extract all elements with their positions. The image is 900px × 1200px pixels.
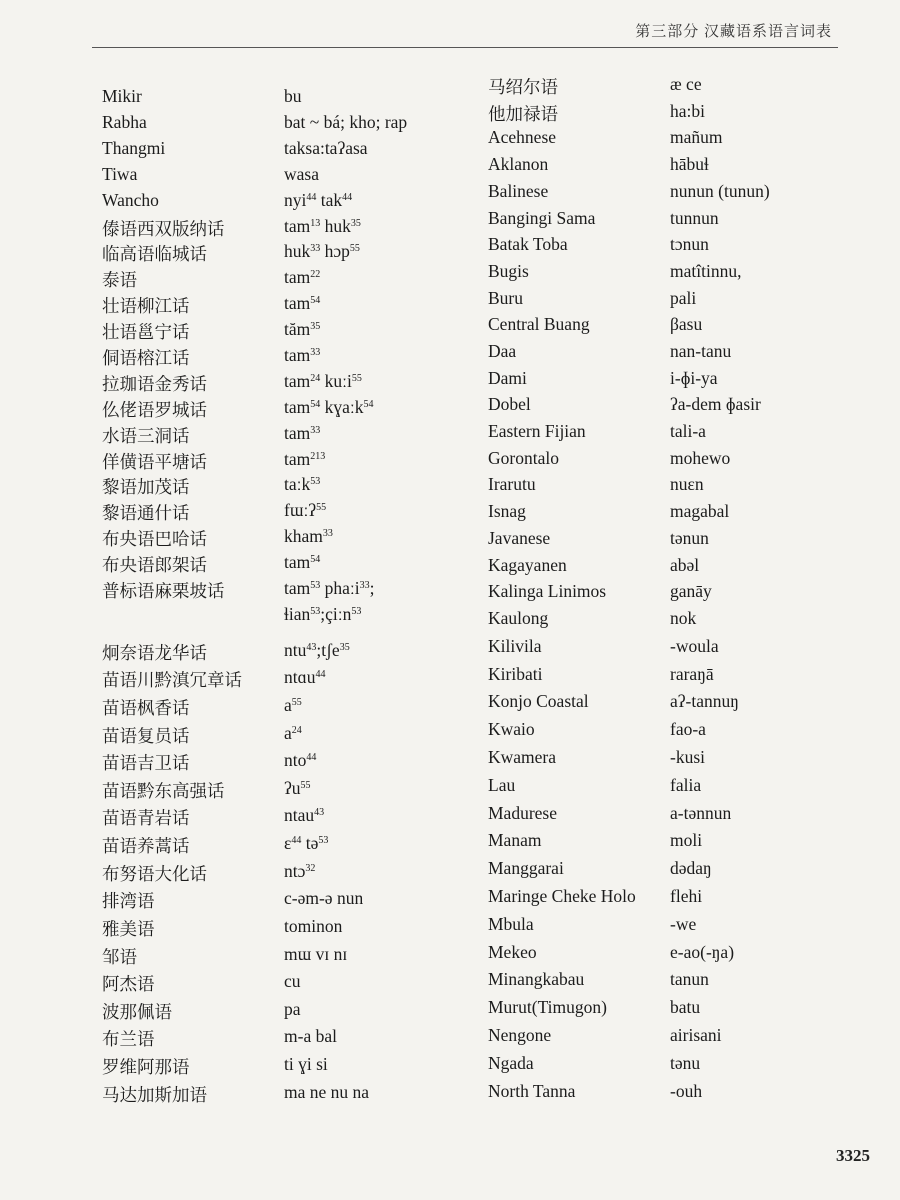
language-name: Wancho — [102, 190, 159, 210]
word-form: $a^{24}$ — [284, 723, 302, 743]
language-name: Buru — [488, 288, 523, 308]
word-form: a-tənnun — [670, 803, 732, 823]
language-name: Minangkabau — [488, 969, 585, 989]
language-name: Dami — [488, 368, 527, 388]
word-form: aʔ-tannuŋ — [670, 691, 739, 711]
word-form: nto$^{44}$ — [284, 750, 317, 770]
language-name: 临高语临城话 — [102, 244, 207, 264]
word-form: nyi$^{44}$ tak$^{44}$ — [284, 190, 353, 210]
word-form: ʔu$^{55}$ — [284, 778, 311, 798]
word-form: taːk$^{53}$ — [284, 474, 321, 494]
language-name: Ngada — [488, 1053, 534, 1073]
language-name: Kiribati — [488, 664, 543, 684]
language-name: Daa — [488, 341, 517, 361]
language-name: 苗语吉卫话 — [102, 753, 190, 773]
word-form: nunun (tunun) — [670, 181, 770, 201]
language-name: Mikir — [102, 86, 142, 106]
word-form: tăm$^{35}$ — [284, 319, 321, 339]
word-form: ʔa-dem ɸasir — [670, 394, 761, 414]
language-name: 布央语郎架话 — [102, 555, 207, 575]
word-form: dədaŋ — [670, 858, 712, 878]
language-name: 拉珈语金秀话 — [102, 374, 207, 394]
word-form: pali — [670, 288, 697, 308]
language-name: Dobel — [488, 394, 531, 414]
language-name: Konjo Coastal — [488, 691, 589, 711]
language-name: Thangmi — [102, 138, 166, 158]
word-form: tam$^{24}$ kuːi$^{55}$ — [284, 371, 362, 391]
word-form: tam$^{54}$ — [284, 552, 321, 572]
word-form: -woula — [670, 636, 719, 656]
word-form: fao-a — [670, 719, 706, 739]
language-name: 泰语 — [102, 270, 137, 290]
word-form: wasa — [284, 164, 319, 184]
word-form: batu — [670, 997, 701, 1017]
word-form: ntɑu$^{44}$ — [284, 667, 326, 687]
word-form: -we — [670, 914, 697, 934]
word-form: airisani — [670, 1025, 722, 1045]
word-form: nuɛn — [670, 474, 704, 494]
word-form: moli — [670, 830, 703, 850]
word-form: $a^{55}$ — [284, 695, 302, 715]
word-form: hābuɬ — [670, 154, 709, 174]
language-name: 苗语养蒿话 — [102, 836, 190, 856]
language-name: 邹语 — [102, 947, 137, 967]
word-form: tənun — [670, 528, 709, 548]
word-form: tanun — [670, 969, 709, 989]
word-form: ntɔ$^{32}$ — [284, 861, 316, 881]
language-name: 罗维阿那语 — [102, 1057, 190, 1077]
language-name: Kwamera — [488, 747, 557, 767]
word-form: taksa:taʔasa — [284, 138, 368, 158]
language-name: Madurese — [488, 803, 558, 823]
word-form: nok — [670, 608, 697, 628]
language-name: North Tanna — [488, 1081, 576, 1101]
language-name: 壮语邕宁话 — [102, 322, 190, 342]
word-form: raraŋā — [670, 664, 714, 684]
word-form: pa — [284, 999, 301, 1019]
language-name: 苗语枫香话 — [102, 698, 190, 718]
word-form: nan-tanu — [670, 341, 732, 361]
language-name: 壮语柳江话 — [102, 296, 190, 316]
language-name: 侗语榕江话 — [102, 348, 190, 368]
word-form: tam$^{33}$ — [284, 423, 321, 443]
language-name: Kwaio — [488, 719, 535, 739]
language-name: Kagayanen — [488, 555, 567, 575]
word-form: matîtinnu, — [670, 261, 742, 281]
language-name: Manggarai — [488, 858, 564, 878]
language-name: Eastern Fijian — [488, 421, 586, 441]
language-name: Balinese — [488, 181, 549, 201]
language-name: 他加禄语 — [488, 104, 558, 124]
language-name: Kalinga Linimos — [488, 581, 607, 601]
language-name: Rabha — [102, 112, 147, 132]
language-name: Acehnese — [488, 127, 557, 147]
word-form: mañum — [670, 127, 723, 147]
running-head: 第三部分 汉藏语系语言词表 — [635, 24, 832, 40]
language-name: Manam — [488, 830, 542, 850]
language-name: 布央语巴哈话 — [102, 529, 207, 549]
word-form: ntau$^{43}$ — [284, 805, 325, 825]
word-form: tɔnun — [670, 234, 709, 254]
language-name: 普标语麻栗坡话 — [102, 581, 225, 601]
word-form: ma ne nu na — [284, 1082, 370, 1102]
word-form: tam$^{13}$ huk$^{35}$ — [284, 216, 361, 236]
word-form: mɯ vɪ nɪ — [284, 944, 348, 964]
language-name: 黎语通什话 — [102, 503, 190, 523]
language-name: Mbula — [488, 914, 534, 934]
word-form: βasu — [670, 314, 703, 334]
word-form: tam$^{54}$ kɣaːk$^{54}$ — [284, 397, 374, 417]
language-name: 仫佬语罗城话 — [102, 400, 207, 420]
word-form: ti ɣi si — [284, 1054, 328, 1074]
language-name: 炯奈语龙华话 — [102, 643, 207, 663]
word-form: tam$^{213}$ — [284, 449, 326, 469]
word-form: c-əm-ə nun — [284, 888, 364, 908]
language-name: 马达加斯加语 — [102, 1085, 207, 1105]
language-name: Bangingi Sama — [488, 208, 596, 228]
word-form: huk$^{33}$ hɔp$^{55}$ — [284, 241, 360, 261]
word-form: ɛ$^{44}$ tə$^{53}$ — [284, 833, 329, 853]
language-name: 苗语青岩话 — [102, 808, 190, 828]
language-name: Lau — [488, 775, 516, 795]
word-form: tənu — [670, 1053, 701, 1073]
language-name: Mekeo — [488, 942, 537, 962]
word-form: e-ao(-ŋa) — [670, 942, 735, 962]
language-name: 苗语黔东高强话 — [102, 781, 225, 801]
word-form: tali-a — [670, 421, 706, 441]
language-name: Batak Toba — [488, 234, 568, 254]
word-form: tam$^{54}$ — [284, 293, 321, 313]
word-form: mohewo — [670, 448, 731, 468]
language-name: Gorontalo — [488, 448, 559, 468]
word-form: ganāy — [670, 581, 712, 601]
language-name: 阿杰语 — [102, 974, 155, 994]
language-name: 水语三洞话 — [102, 426, 190, 446]
word-form: -ouh — [670, 1081, 703, 1101]
language-name: Javanese — [488, 528, 551, 548]
word-form: kham$^{33}$ — [284, 526, 333, 546]
word-form: æ ce — [670, 74, 702, 94]
word-form: magabal — [670, 501, 730, 521]
language-name: 佯僙语平塘话 — [102, 452, 207, 472]
word-form: cu — [284, 971, 301, 991]
language-name: Maringe Cheke Holo — [488, 886, 636, 906]
word-form: tunnun — [670, 208, 719, 228]
page-number: 3325 — [836, 1146, 870, 1165]
language-name: Kilivila — [488, 636, 542, 656]
word-form: tam$^{53}$ phaːi$^{33}$; — [284, 578, 375, 598]
word-form: bat ~ bá; kho; rap — [284, 112, 408, 132]
word-form: flehi — [670, 886, 703, 906]
word-form: ha:bi — [670, 101, 705, 121]
language-name: Central Buang — [488, 314, 590, 334]
word-form: falia — [670, 775, 702, 795]
language-name: 布努语大化话 — [102, 864, 207, 884]
language-name: Murut(Timugon) — [488, 997, 607, 1017]
language-name: 傣语西双版纳话 — [102, 219, 225, 239]
language-name: 黎语加茂话 — [102, 477, 190, 497]
language-name: 布兰语 — [102, 1029, 155, 1049]
language-name: 雅美语 — [102, 919, 155, 939]
language-name: Irarutu — [488, 474, 536, 494]
word-form: i-ɸi-ya — [670, 368, 718, 388]
language-name: 苗语复员话 — [102, 726, 190, 746]
word-form: fɯːʔ$^{55}$ — [284, 500, 327, 520]
language-name: Bugis — [488, 261, 529, 281]
language-name: Aklanon — [488, 154, 549, 174]
header-rule — [92, 47, 838, 48]
language-name: Kaulong — [488, 608, 549, 628]
language-name: Tiwa — [102, 164, 138, 184]
word-form: tominon — [284, 916, 343, 936]
language-name: 马绍尔语 — [488, 77, 558, 97]
language-name: 波那佩语 — [102, 1002, 172, 1022]
language-name: 排湾语 — [102, 891, 155, 911]
word-form: tam$^{22}$ — [284, 267, 321, 287]
language-name: 苗语川黔滇冗章话 — [102, 670, 242, 690]
word-form: bu — [284, 86, 302, 106]
word-form: abəl — [670, 555, 700, 575]
word-form: ntu$^{43}$;tʃe$^{35}$ — [284, 640, 350, 660]
language-name: Nengone — [488, 1025, 552, 1045]
word-form: m-a bal — [284, 1026, 337, 1046]
word-form: ɬian$^{53}$;çiːn$^{53}$ — [284, 604, 362, 624]
word-form: tam$^{33}$ — [284, 345, 321, 365]
word-form: -kusi — [670, 747, 705, 767]
language-name: Isnag — [488, 501, 526, 521]
